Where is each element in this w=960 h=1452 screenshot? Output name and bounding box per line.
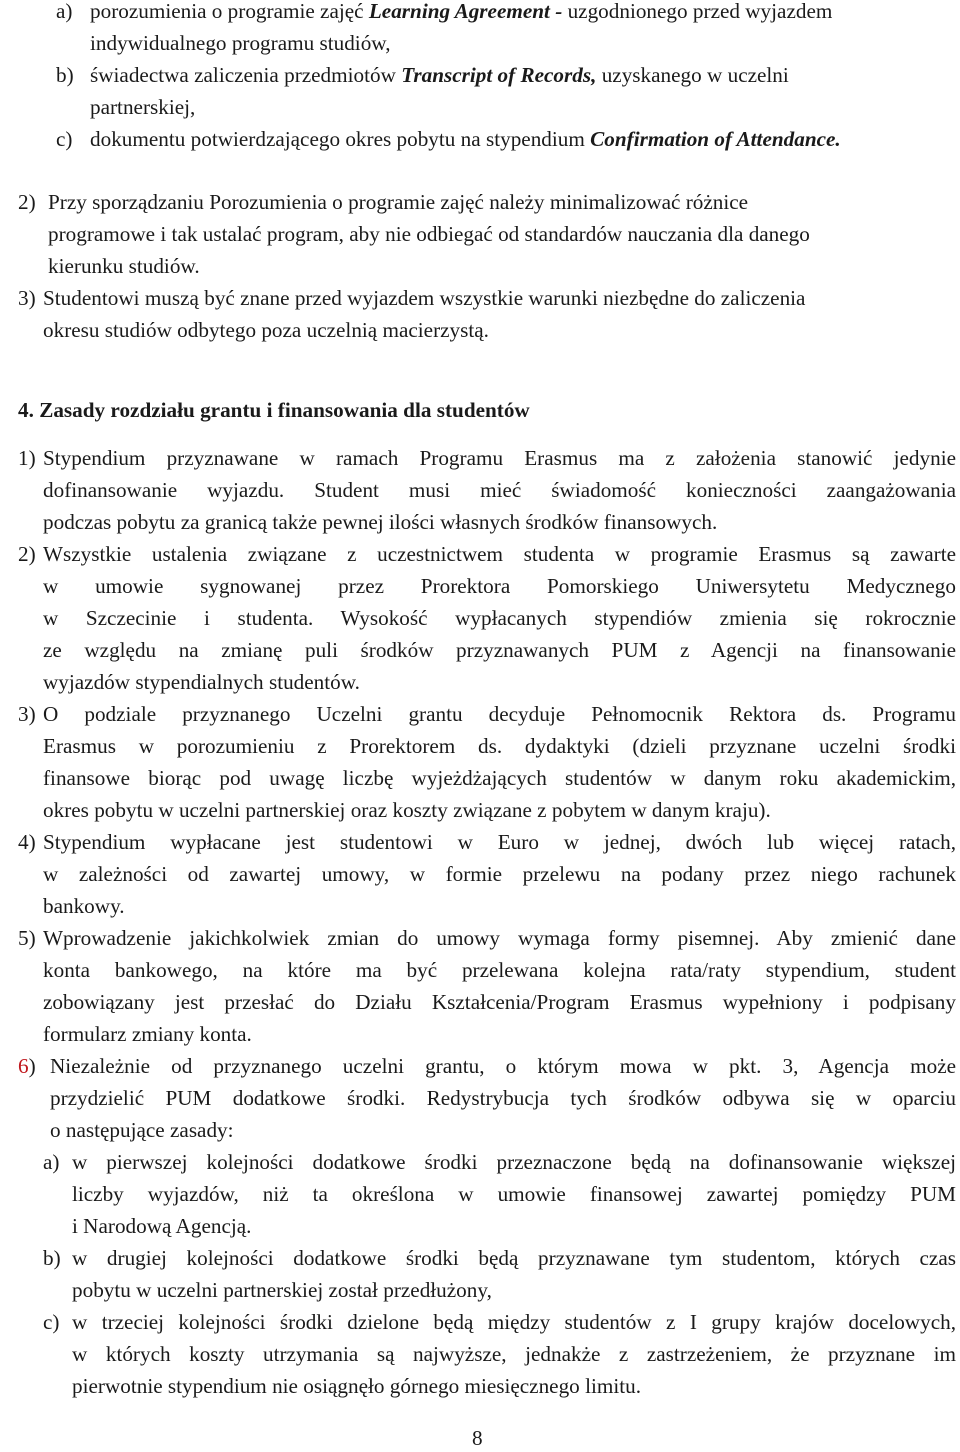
list-item-a-line2: indywidualnego programu studiów, [90, 31, 391, 55]
s4-point-2-line3: w Szczecinie i studenta. Wysokość wypłacanych stypendiów zmienia się rokrocznie [43, 606, 956, 630]
s4-sub-a-line1: w pierwszej kolejności dodatkowe środki przeznaczone będą na dofinansowanie większej [72, 1150, 956, 1174]
s4-point-6-number: 6 [18, 1054, 29, 1078]
list-item-b-line2: partnerskiej, [90, 95, 196, 119]
list-item-a-line1: porozumienia o programie zajęć Learning Agreement - uzgodnionego przed wyjazdem [90, 0, 833, 23]
point-3-line1: Studentowi muszą być znane przed wyjazdem wszystkie warunki niezbędne do zaliczenia [43, 286, 806, 310]
learning-agreement-term: Learning Agreement - [368, 0, 563, 23]
s4-sub-c-line2: w których koszty utrzymania są najwyższe, jednakże z zastrzeżeniem, że przyznane im [72, 1342, 956, 1366]
s4-point-6-line1: Niezależnie od przyznanego uczelni grantu, o którym mowa w pkt. 3, Agencja może [50, 1054, 956, 1078]
s4-point-1-line3: podczas pobytu za granicą także pewnej ilości własnych środków finansowych. [43, 510, 718, 534]
s4-point-1-label: 1) [18, 446, 36, 470]
s4-sub-a-label: a) [43, 1150, 60, 1174]
s4-point-2-line5: wyjazdów stypendialnych studentów. [43, 670, 360, 694]
s4-point-5-label: 5) [18, 926, 36, 950]
list-label-c: c) [56, 127, 73, 151]
s4-point-2-line4: ze względu na zmianę puli środków przyznawanych PUM z Agencji na finansowanie [43, 638, 956, 662]
point-2-label: 2) [18, 190, 36, 214]
s4-point-5-line4: formularz zmiany konta. [43, 1022, 252, 1046]
s4-point-5-line3: zobowiązany jest przesłać do Działu Kształcenia/Program Erasmus wypełniony i podpisany [43, 990, 956, 1014]
s4-point-4-line3: bankowy. [43, 894, 125, 918]
transcript-of-records-term: Transcript of Records, [401, 63, 597, 87]
s4-point-5-line1: Wprowadzenie jakichkolwiek zmian do umowy wymaga formy pisemnej. Aby zmienić dane [43, 926, 956, 950]
s4-point-3-line1: O podziale przyznanego Uczelni grantu decyduje Pełnomocnik Rektora ds. Programu [43, 702, 956, 726]
s4-point-2-line2: w umowie sygnowanej przez Prorektora Pomorskiego Uniwersytetu Medycznego [43, 574, 956, 598]
page-number: 8 [472, 1426, 483, 1450]
s4-point-3-label: 3) [18, 702, 36, 726]
s4-point-2-line1: Wszystkie ustalenia związane z uczestnictwem studenta w programie Erasmus są zawarte [43, 542, 956, 566]
s4-point-5-line2: konta bankowego, na które ma być przelewana kolejna rata/raty stypendium, student [43, 958, 956, 982]
s4-sub-a-line2: liczby wyjazdów, niż ta określona w umowie finansowej zawartej pomiędzy PUM [72, 1182, 956, 1206]
point-2-line1: Przy sporządzaniu Porozumienia o programie zajęć należy minimalizować różnice [48, 190, 749, 214]
s4-point-4-line1: Stypendium wypłacane jest studentowi w Euro w jednej, dwóch lub więcej ratach, [43, 830, 956, 854]
s4-point-3-line2: Erasmus w porozumieniu z Prorektorem ds. dydaktyki (dzieli przyznane uczelni środki [43, 734, 956, 758]
s4-sub-a-line3: i Narodową Agencją. [72, 1214, 252, 1238]
list-item-c-line1: dokumentu potwierdzającego okres pobytu na stypendium Confirmation of Attendance. [90, 127, 841, 151]
s4-point-3-line4: okres pobytu w uczelni partnerskiej oraz koszty związane z pobytem w danym kraju). [43, 798, 771, 822]
s4-point-3-line3: finansowe biorąc pod uwagę liczbę wyjeżdżających studentów w danym roku akademickim, [43, 766, 956, 790]
s4-point-2-label: 2) [18, 542, 36, 566]
s4-point-6-line3: o następujące zasady: [50, 1118, 234, 1142]
point-2-line3: kierunku studiów. [48, 254, 200, 278]
s4-point-1-line2: dofinansowanie wyjazdu. Student musi mieć świadomość konieczności zaangażowania [43, 478, 956, 502]
s4-point-4-label: 4) [18, 830, 36, 854]
s4-point-4-line2: w zależności od zawartej umowy, w formie przelewu na podany przez niego rachunek [43, 862, 956, 886]
list-label-a: a) [56, 0, 73, 23]
s4-sub-c-line3: pierwotnie stypendium nie osiągnęło górnego miesięcznego limitu. [72, 1374, 641, 1398]
s4-sub-b-line2: pobytu w uczelni partnerskiej został przedłużony, [72, 1278, 492, 1302]
s4-point-6-line2: przydzielić PUM dodatkowe środki. Redystrybucja tych środków odbywa się w oparciu [50, 1086, 956, 1110]
s4-sub-b-line1: w drugiej kolejności dodatkowe środki będą przyznawane tym studentom, których czas [72, 1246, 956, 1270]
point-2-line2: programowe i tak ustalać program, aby nie odbiegać od standardów nauczania dla danego [48, 222, 810, 246]
point-3-line2: okresu studiów odbytego poza uczelnią macierzystą. [43, 318, 489, 342]
section-4-heading: 4. Zasady rozdziału grantu i finansowania dla studentów [18, 398, 530, 422]
s4-point-1-line1: Stypendium przyznawane w ramach Programu Erasmus ma z założenia stanowić jedynie [43, 446, 956, 470]
confirmation-of-attendance-term: Confirmation of Attendance. [590, 127, 841, 151]
point-3-label: 3) [18, 286, 36, 310]
s4-point-6-label: 6) [18, 1054, 36, 1078]
s4-sub-b-label: b) [43, 1246, 61, 1270]
s4-sub-c-label: c) [43, 1310, 60, 1334]
list-label-b: b) [56, 63, 74, 87]
s4-sub-c-line1: w trzeciej kolejności środki dzielone będą między studentów z I grupy krajów docelowych, [72, 1310, 956, 1334]
list-item-b-line1: świadectwa zaliczenia przedmiotów Transcript of Records, uzyskanego w uczelni [90, 63, 789, 87]
